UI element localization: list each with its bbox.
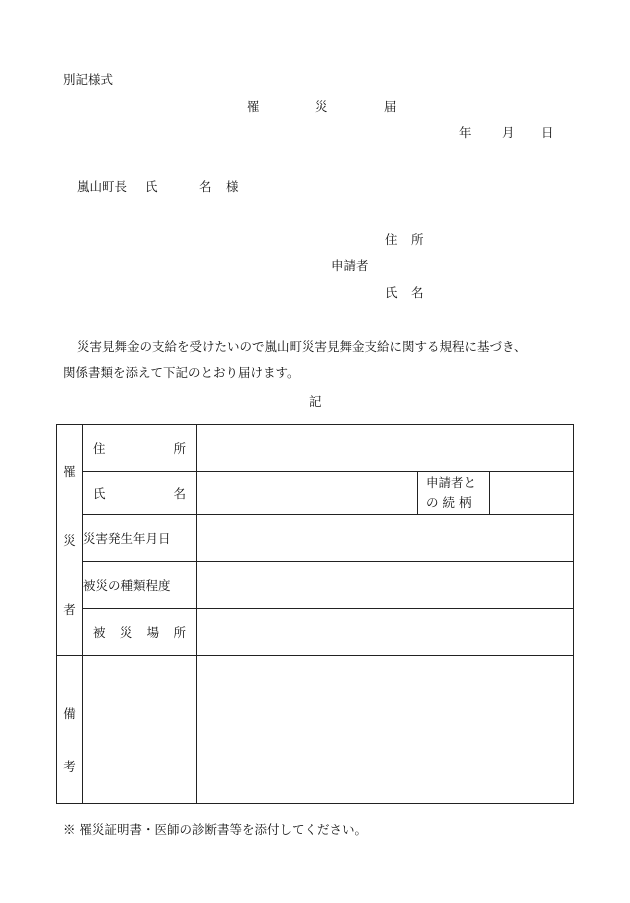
disaster-form-table [56,424,574,804]
remarks-value-cell[interactable] [197,656,574,804]
address-value-cell[interactable] [197,425,574,472]
applicant-name-char-1: 氏 [385,285,398,300]
remarks-char-1: 備 [63,705,76,721]
victim-char-1: 罹 [63,464,76,480]
date-label-cell [83,515,197,562]
remarks-char-2: 考 [63,759,76,775]
date-value-cell[interactable] [197,515,574,562]
damage-label: 被災の種類程度 [83,578,171,593]
address-label-cell [83,425,197,472]
applicant-address-char-1: 住 [385,232,398,247]
address-label-char-1: 住 [93,441,106,456]
name-label-char-2: 名 [173,486,186,501]
name-label-char-1: 氏 [93,486,106,501]
footer-note: ※ 罹災証明書・医師の診断書等を添付してください。 [63,822,367,837]
form-label: 別記様式 [63,72,114,87]
date-label: 災害発生年月日 [83,531,171,546]
title-char-2: 災 [315,99,328,114]
date-month-char: 月 [502,125,515,140]
victim-char-2: 災 [63,532,76,548]
body-line-2: 関係書類を添えて下記のとおり届けます。 [63,365,300,380]
name-value-cell[interactable] [197,472,418,515]
relation-label-cell [418,472,490,515]
ki-label: 記 [309,394,322,409]
remarks-header-cell [57,656,83,804]
addressee-name-char-2: 名 [199,179,212,194]
body-line-1: 災害見舞金の支給を受けたいので嵐山町災害見舞金支給に関する規程に基づき、 [77,339,527,354]
relation-label-line-1: 申請者と [426,475,477,490]
remarks-sub-cell[interactable] [83,656,197,804]
date-year-char: 年 [459,125,472,140]
applicant-address-char-2: 所 [411,232,424,247]
title-char-1: 罹 [247,99,260,114]
title-char-3: 届 [384,99,397,114]
addressee-name-char-1: 氏 [145,179,158,194]
damage-value-cell[interactable] [197,562,574,609]
relation-label-line-2: の 続 柄 [426,495,472,510]
applicant-role: 申請者 [331,258,369,273]
applicant-name-char-2: 名 [411,285,424,300]
place-label-cell [83,609,197,656]
date-day-char: 日 [541,125,554,140]
victim-char-3: 者 [63,601,76,617]
damage-label-cell [83,562,197,609]
place-label-char-3: 場 [146,625,160,640]
addressee-honorific: 様 [226,179,239,194]
place-label-char-2: 災 [119,625,133,640]
place-value-cell[interactable] [197,609,574,656]
place-label-char-1: 被 [93,625,106,640]
relation-value-cell[interactable] [490,472,574,515]
addressee-office: 嵐山町長 [77,179,128,194]
place-label-char-4: 所 [173,625,186,640]
name-label-cell [83,472,197,515]
victim-header-cell [57,425,83,656]
address-label-char-2: 所 [173,441,186,456]
